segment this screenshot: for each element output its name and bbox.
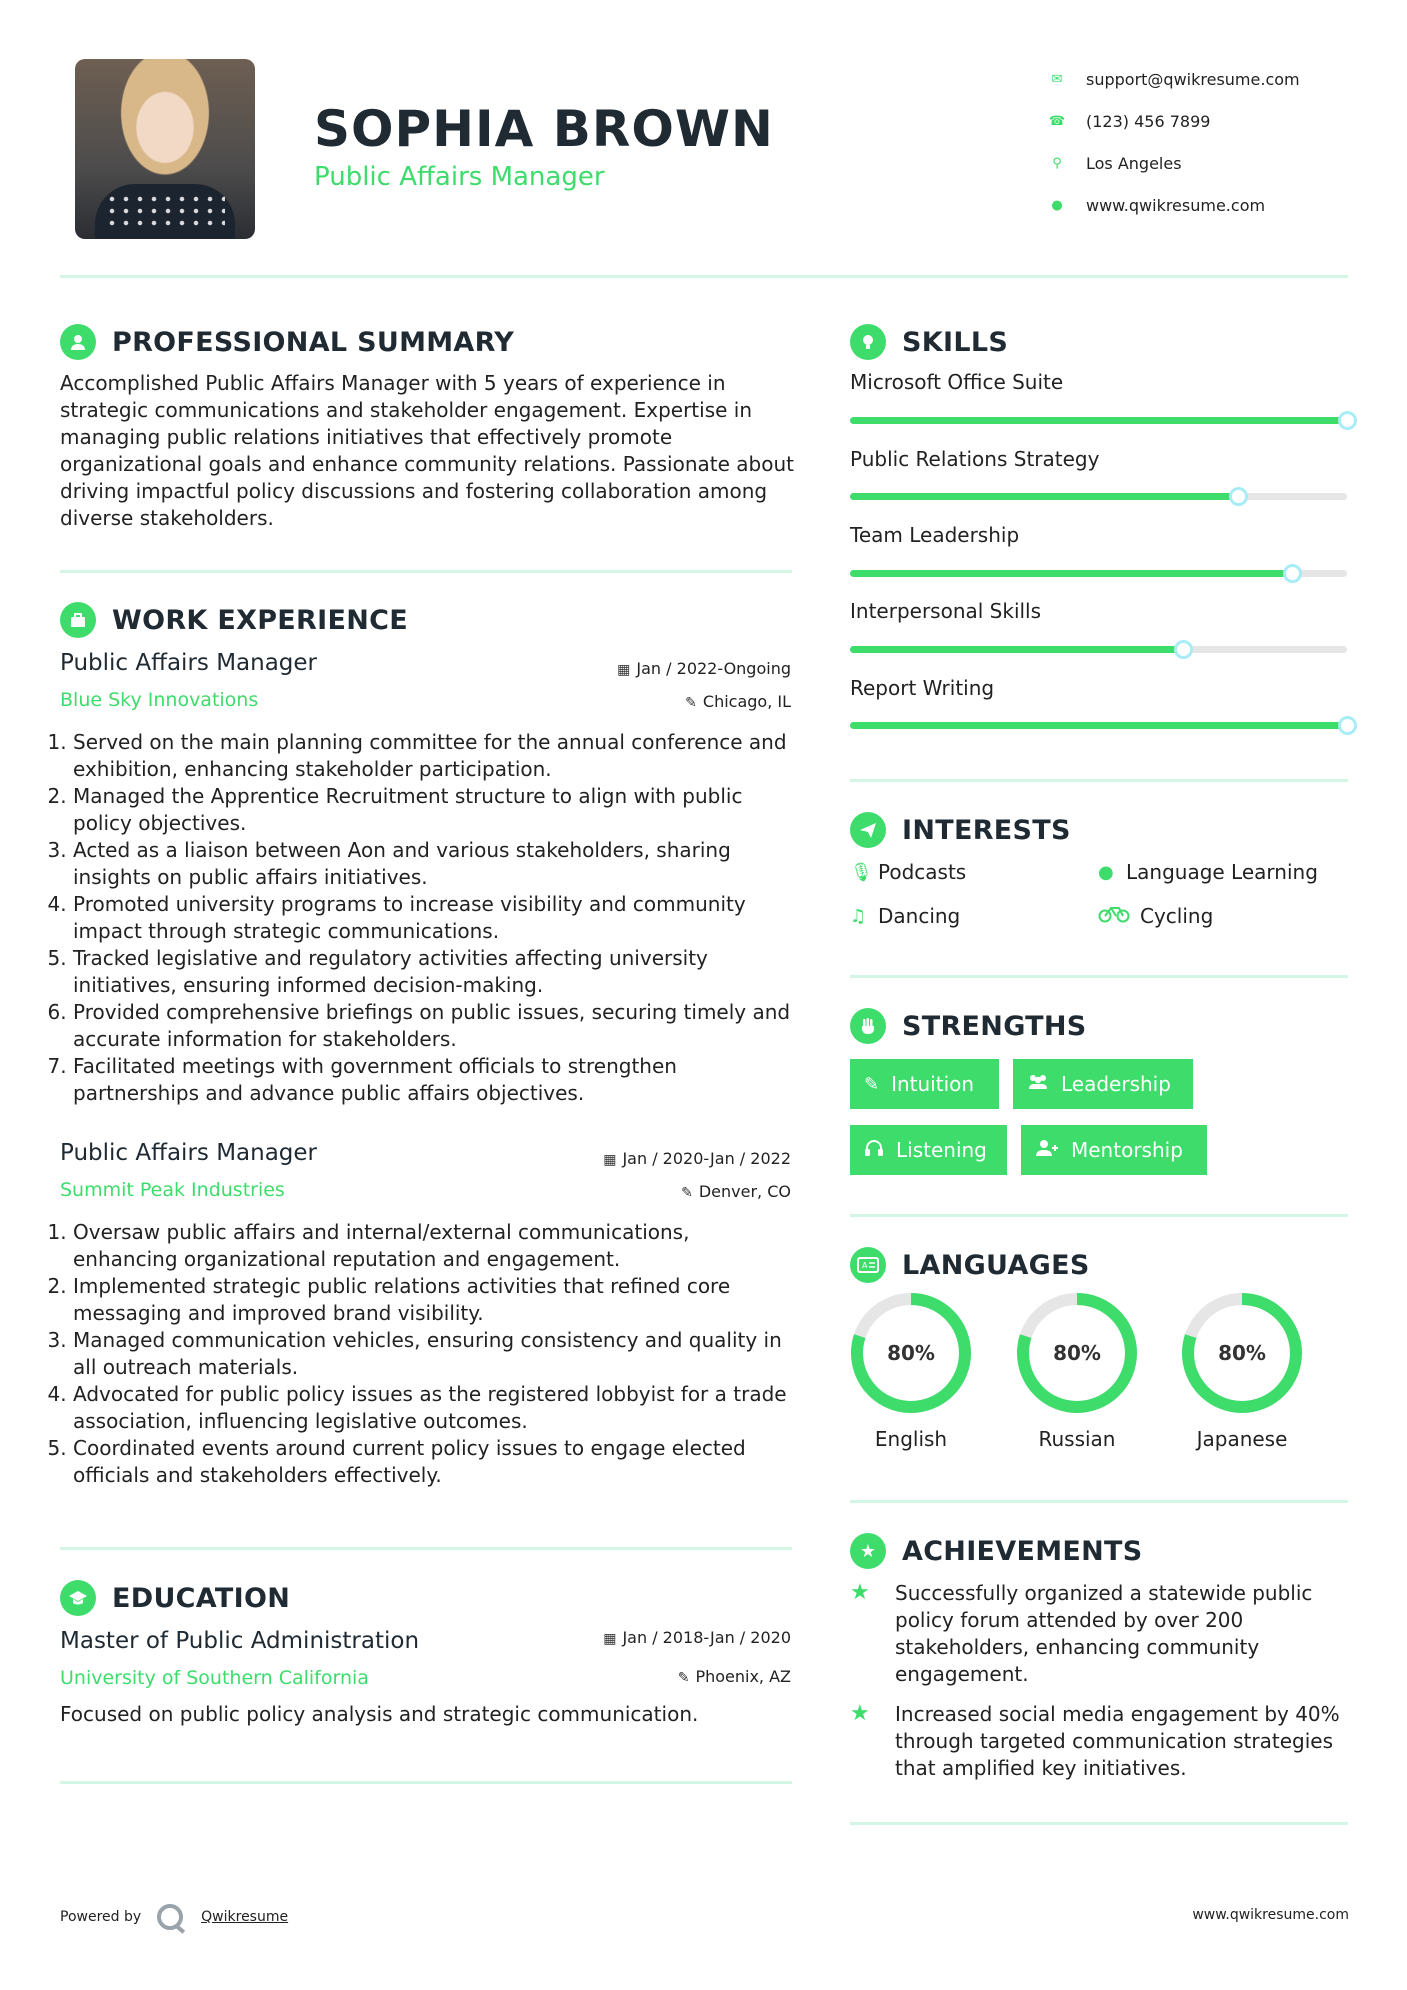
education-location: [678, 1667, 791, 1686]
strength-badge-leadership: [1013, 1059, 1193, 1109]
language-english: [849, 1291, 973, 1451]
strength-badge-intuition: [850, 1059, 999, 1109]
skill-3-label: Team Leadership: [850, 523, 1020, 547]
skill-2-label: Public Relations Strategy: [850, 447, 1100, 471]
skill-4-bar: [850, 646, 1347, 653]
job-1-location: [685, 692, 791, 711]
skill-4-knob: [1174, 640, 1193, 659]
languages-header: [850, 1247, 1090, 1283]
hand-icon: [850, 1008, 886, 1044]
map-pin-icon: ⚲: [1052, 155, 1062, 171]
strength-label: Mentorship: [1071, 1138, 1183, 1162]
phone-icon: ☎: [1048, 113, 1066, 129]
skill-1-label: Microsoft Office Suite: [850, 370, 1064, 394]
education-dates-text: Jan / 2018-Jan / 2020: [622, 1628, 791, 1647]
interests-header: [850, 812, 1071, 848]
star-icon: ★: [850, 1580, 870, 1605]
job-1-dates-text: Jan / 2022-Ongoing: [636, 659, 791, 678]
interest-podcasts: [850, 860, 966, 884]
language-japanese: [1180, 1291, 1304, 1451]
profile-photo: [75, 59, 255, 239]
interests-heading: INTERESTS: [902, 814, 1071, 846]
contact-email[interactable]: [1050, 58, 1300, 100]
summary-heading: PROFESSIONAL SUMMARY: [112, 326, 515, 358]
powered-by-text: Powered by: [60, 1909, 142, 1925]
language-label: English: [874, 1427, 948, 1451]
education-dates: [603, 1628, 791, 1647]
strengths-divider: [850, 1214, 1348, 1217]
strength-label: Intuition: [891, 1072, 975, 1096]
degree-title: Master of Public Administration: [60, 1628, 420, 1654]
footer-powered-by: [60, 1904, 288, 1930]
candidate-name: SOPHIA BROWN: [314, 100, 774, 158]
contact-website-text: www.qwikresume.com: [1086, 195, 1266, 215]
list-item: 7. Facilitated meetings with government officials to strengthen partnerships and advance public affairs objectives.: [73, 1053, 795, 1107]
language-russian: [1015, 1291, 1139, 1451]
strengths-heading: STRENGTHS: [902, 1010, 1087, 1042]
list-item: 2. Implemented strategic public relations activities that refined core messaging and improved brand visibility.: [73, 1273, 795, 1327]
briefcase-icon: [60, 602, 96, 638]
users-icon: [1027, 1073, 1049, 1096]
svg-text:A: A: [862, 1261, 868, 1270]
list-item: 1. Served on the main planning committee for the annual conference and exhibition, enhancing stakeholder participation.: [73, 729, 795, 783]
skill-3-fill: [850, 570, 1292, 577]
calendar-icon: ▦: [603, 1631, 617, 1647]
interest-label: Podcasts: [878, 860, 967, 884]
skill-2-fill: [850, 493, 1238, 500]
skill-1-knob: [1338, 411, 1357, 430]
brand-link[interactable]: Qwikresume: [201, 1909, 289, 1925]
language-percent: 80%: [1218, 1341, 1266, 1365]
contact-list: [1050, 58, 1300, 226]
language-label: Russian: [1038, 1427, 1116, 1451]
list-item: 3. Acted as a liaison between Aon and various stakeholders, sharing insights on public affairs initiatives.: [73, 837, 795, 891]
strength-label: Leadership: [1061, 1072, 1171, 1096]
summary-text: Accomplished Public Affairs Manager with 5 years of experience in strategic communications and stakeholder engagement. Expertise in managing public relations initiatives that effectively promote organizational goals and enhance community relations. Passionate about driving impactful policy discussions and fostering collaboration among diverse stakeholders.: [60, 371, 794, 530]
globe-icon: ●: [1098, 861, 1114, 883]
header-divider: [60, 275, 1348, 278]
interest-label: Dancing: [878, 904, 961, 928]
language-icon: [850, 1247, 886, 1283]
interest-language-learning: [1098, 860, 1318, 884]
summary-header: [60, 324, 514, 360]
language-percent: 80%: [887, 1341, 935, 1365]
calendar-icon: ▦: [617, 662, 631, 678]
interest-label: Language Learning: [1126, 860, 1318, 884]
candidate-title: Public Affairs Manager: [314, 162, 605, 192]
list-item: 4. Advocated for public policy issues as the registered lobbyist for a trade association, influencing legislative outcomes.: [73, 1381, 795, 1435]
job-1-bullets: [55, 729, 795, 1107]
skill-4-fill: [850, 646, 1183, 653]
contact-location-text: Los Angeles: [1086, 153, 1182, 173]
list-item: 3. Managed communication vehicles, ensuring consistency and quality in all outreach materials.: [73, 1327, 795, 1381]
photo-pattern: [105, 193, 225, 229]
strengths-header: [850, 1008, 1087, 1044]
pin-icon: ✎: [685, 695, 697, 711]
list-item: 5. Tracked legislative and regulatory activities affecting university initiatives, ensuring informed decision-making.: [73, 945, 795, 999]
qwikresume-logo-icon: [157, 1904, 183, 1930]
job-2-location-text: Denver, CO: [698, 1182, 791, 1201]
contact-phone[interactable]: [1050, 100, 1300, 142]
job-2-title: Public Affairs Manager: [60, 1140, 318, 1166]
skill-5-fill: [850, 722, 1347, 729]
user-icon: [60, 324, 96, 360]
language-percent: 80%: [1053, 1341, 1101, 1365]
skills-header: [850, 324, 1008, 360]
work-divider: [60, 1547, 792, 1550]
list-item: 1. Oversaw public affairs and internal/external communications, enhancing organizational reputation and engagement.: [73, 1219, 795, 1273]
contact-website[interactable]: [1050, 184, 1300, 226]
language-label: Japanese: [1196, 1427, 1288, 1451]
languages-heading: LANGUAGES: [902, 1249, 1090, 1281]
contact-location: [1050, 142, 1300, 184]
list-item: 6. Provided comprehensive briefings on public issues, securing timely and accurate information for stakeholders.: [73, 999, 795, 1053]
achievement-2: [850, 1701, 1345, 1782]
job-2-dates-text: Jan / 2020-Jan / 2022: [622, 1149, 791, 1168]
achievements-divider: [850, 1822, 1348, 1825]
pin-icon: ✎: [681, 1185, 693, 1201]
education-header: [60, 1580, 290, 1616]
strength-badge-listening: [850, 1125, 1007, 1175]
job-2-location: [681, 1182, 791, 1201]
contact-phone-text: (123) 456 7899: [1086, 111, 1211, 131]
music-note-icon: ♫: [850, 905, 867, 927]
skill-1-fill: [850, 417, 1347, 424]
footer-url[interactable]: www.qwikresume.com: [1192, 1907, 1349, 1923]
strength-label: Listening: [896, 1138, 987, 1162]
achievement-1: [850, 1580, 1345, 1688]
skill-1-bar: [850, 417, 1347, 424]
pin-icon: ✎: [677, 1670, 690, 1686]
job-1-company: Blue Sky Innovations: [60, 689, 259, 711]
skills-divider: [850, 779, 1348, 782]
job-1-location-text: Chicago, IL: [702, 692, 791, 711]
headphones-icon: [864, 1139, 884, 1162]
job-2-dates: [603, 1149, 791, 1168]
achievement-text: Increased social media engagement by 40% through targeted communication strategies that amplified key initiatives.: [895, 1702, 1340, 1780]
summary-divider: [60, 570, 792, 573]
skill-2-knob: [1229, 487, 1248, 506]
graduation-icon: [60, 1580, 96, 1616]
contact-email-text: support@qwikresume.com: [1086, 69, 1300, 89]
list-item: 4. Promoted university programs to increase visibility and community impact through strategic communications.: [73, 891, 795, 945]
list-item: 5. Coordinated events around current policy issues to engage elected officials and stakeholders effectively.: [73, 1435, 795, 1489]
job-2-bullets: [55, 1219, 795, 1489]
skill-3-bar: [850, 570, 1347, 577]
education-description: Focused on public policy analysis and strategic communication.: [60, 1702, 699, 1726]
star-icon: ★: [850, 1701, 870, 1726]
interests-divider: [850, 975, 1348, 978]
bicycle-icon: [1098, 905, 1140, 928]
work-heading: WORK EXPERIENCE: [112, 604, 408, 636]
education-location-text: Phoenix, AZ: [695, 1667, 791, 1686]
work-header: [60, 602, 408, 638]
skill-5-knob: [1338, 716, 1357, 735]
school-name: University of Southern California: [60, 1667, 369, 1689]
list-item: 2. Managed the Apprentice Recruitment structure to align with public policy objectives.: [73, 783, 795, 837]
job-1-dates: [617, 659, 791, 678]
achievement-text: Successfully organized a statewide public policy forum attended by over 200 stakeholders, enhancing community engagement.: [895, 1581, 1313, 1686]
calendar-icon: ▦: [603, 1152, 617, 1168]
microphone-icon: 🎙︎: [850, 861, 873, 883]
achievements-heading: ACHIEVEMENTS: [902, 1535, 1143, 1567]
skills-heading: SKILLS: [902, 326, 1009, 358]
envelope-icon: ✉: [1051, 71, 1063, 87]
magic-wand-icon: ✎: [864, 1073, 880, 1095]
education-heading: EDUCATION: [112, 1582, 291, 1614]
paper-plane-icon: [850, 812, 886, 848]
languages-divider: [850, 1500, 1348, 1503]
skill-5-label: Report Writing: [850, 676, 995, 700]
user-plus-icon: [1035, 1139, 1059, 1162]
interest-dancing: [850, 904, 960, 928]
globe-icon: ●: [1051, 197, 1063, 213]
job-1-title: Public Affairs Manager: [60, 650, 318, 676]
job-2-company: Summit Peak Industries: [60, 1179, 285, 1201]
strength-badge-mentorship: [1021, 1125, 1207, 1175]
skill-5-bar: [850, 722, 1347, 729]
interest-cycling: [1098, 904, 1213, 928]
lightbulb-icon: [850, 324, 886, 360]
star-badge-icon: ★: [850, 1533, 886, 1569]
skill-2-bar: [850, 493, 1347, 500]
skill-4-label: Interpersonal Skills: [850, 599, 1042, 623]
skill-3-knob: [1283, 564, 1302, 583]
interest-label: Cycling: [1140, 904, 1214, 928]
education-divider: [60, 1781, 792, 1784]
achievements-header: [850, 1533, 1143, 1569]
